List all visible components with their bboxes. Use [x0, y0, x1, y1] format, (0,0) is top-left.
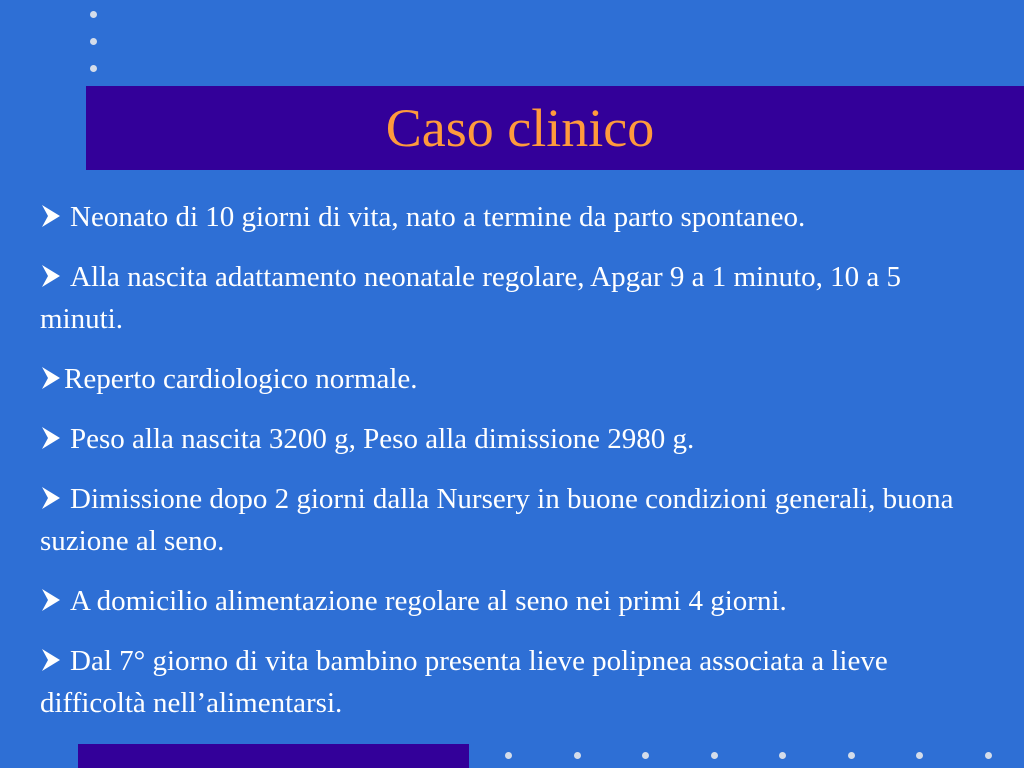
slide-title: Caso clinico	[385, 98, 655, 158]
bullet-item	[40, 580, 990, 622]
dot-icon	[90, 65, 97, 72]
dot-icon	[574, 752, 581, 759]
arrowhead-bullet-icon	[40, 203, 62, 229]
arrowhead-bullet-icon	[40, 587, 62, 613]
bullet-list	[40, 196, 990, 742]
dot-icon	[711, 752, 718, 759]
decorative-dots-vertical	[89, 11, 99, 75]
bullet-text: A domicilio alimentazione regolare al seno nei primi 4 giorni.	[70, 585, 787, 617]
arrowhead-bullet-icon	[40, 425, 62, 451]
bottom-accent-bar	[78, 744, 469, 768]
dot-icon	[985, 752, 992, 759]
bullet-item	[40, 196, 990, 238]
bullet-item	[40, 640, 990, 724]
bullet-item	[40, 418, 990, 460]
arrowhead-bullet-icon	[40, 263, 62, 289]
dot-icon	[779, 752, 786, 759]
bullet-text: Peso alla nascita 3200 g, Peso alla dimissione 2980 g.	[70, 423, 695, 455]
bullet-text: Neonato di 10 giorni di vita, nato a termine da parto spontaneo.	[70, 201, 806, 233]
bullet-item	[40, 478, 990, 562]
bullet-text: Dal 7° giorno di vita bambino presenta lieve polipnea associata a lieve difficoltà nell’alimentarsi.	[40, 645, 888, 719]
dot-icon	[90, 11, 97, 18]
bullet-item	[40, 358, 990, 400]
arrowhead-bullet-icon	[40, 647, 62, 673]
dot-icon	[642, 752, 649, 759]
arrowhead-bullet-icon	[40, 485, 62, 511]
bullet-text: Alla nascita adattamento neonatale regolare, Apgar 9 a 1 minuto, 10 a 5 minuti.	[40, 261, 902, 335]
bullet-text: Dimissione dopo 2 giorni dalla Nursery in buone condizioni generali, buona suzione al seno.	[40, 483, 954, 557]
dot-icon	[90, 38, 97, 45]
dot-icon	[916, 752, 923, 759]
bullet-item	[40, 256, 990, 340]
decorative-dots-horizontal	[505, 752, 1005, 762]
dot-icon	[848, 752, 855, 759]
arrowhead-bullet-icon	[40, 365, 62, 391]
bullet-text: Reperto cardiologico normale.	[64, 363, 418, 395]
dot-icon	[505, 752, 512, 759]
